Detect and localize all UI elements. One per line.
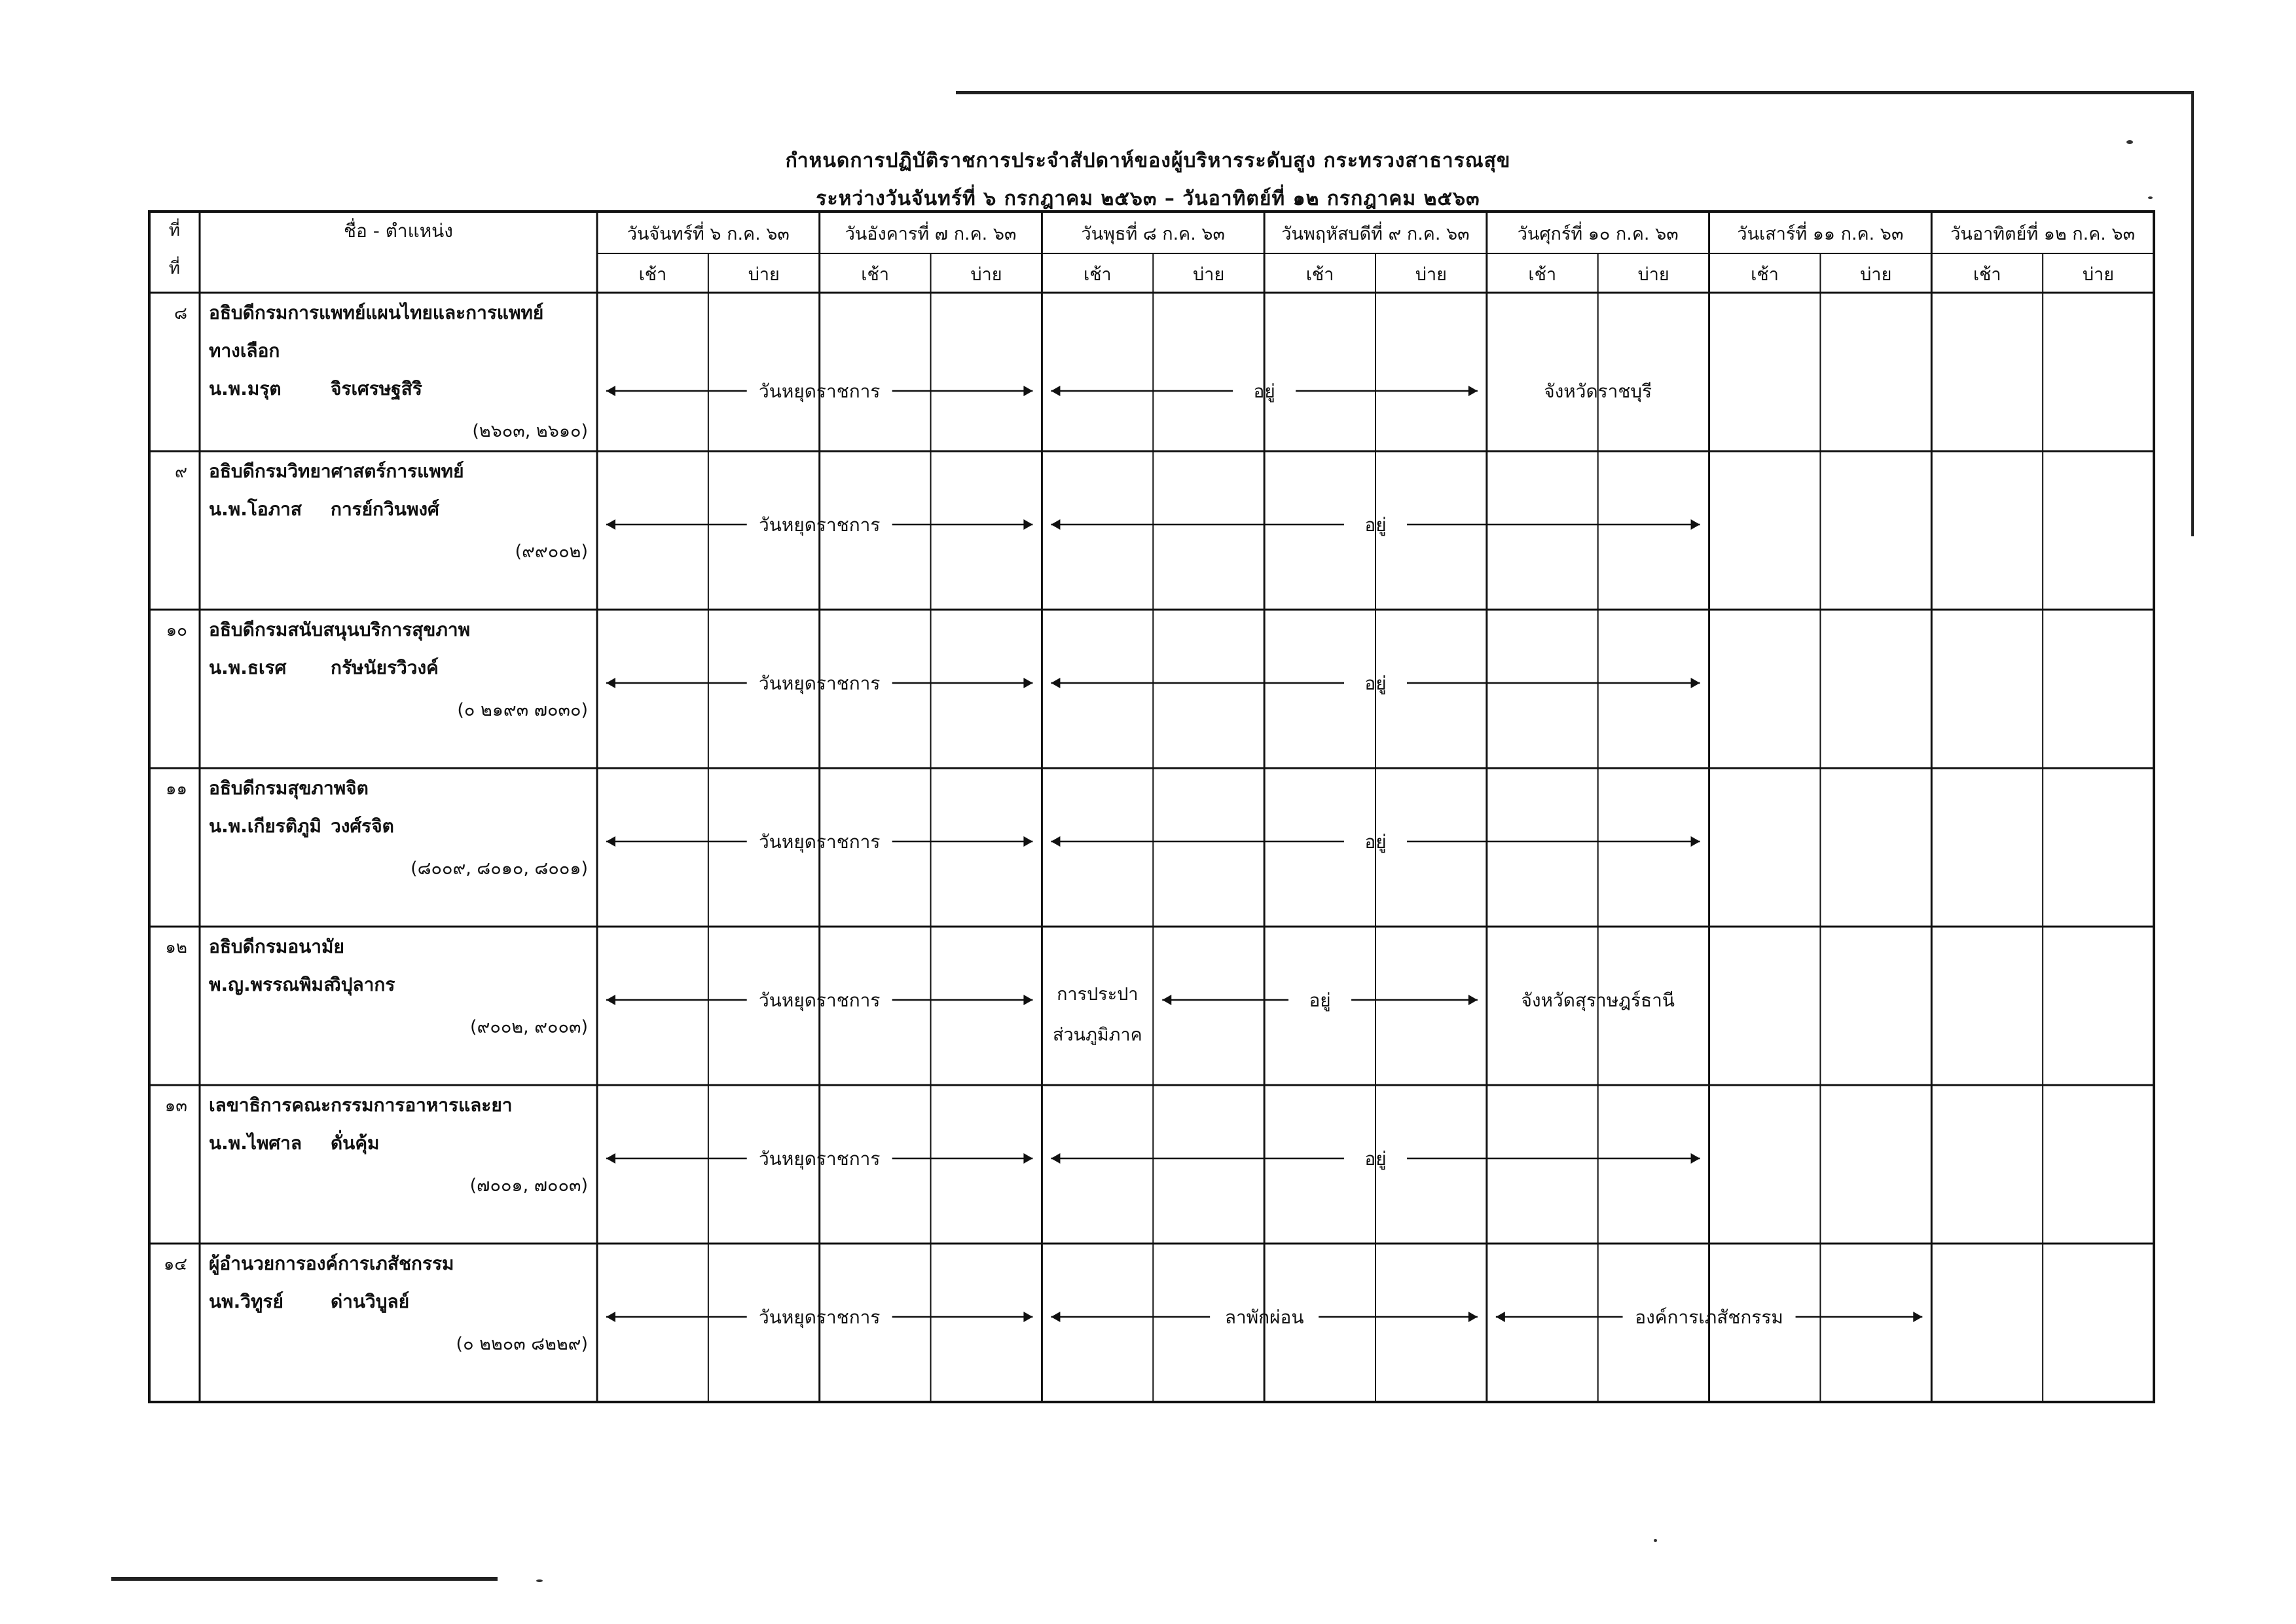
event-label: ลาพักผ่อน <box>1224 1306 1304 1328</box>
event-arrow-head <box>1051 519 1060 530</box>
person-name: นพ.วิทูรย์ <box>209 1291 283 1312</box>
person-surname: วงศ์รจิต <box>331 815 394 837</box>
event-label: ส่วนภูมิภาค <box>1052 1025 1142 1045</box>
morning-header: เช้า <box>1751 265 1779 285</box>
event-label: วันหยุดราชการ <box>759 673 881 694</box>
event-arrow-head <box>606 1153 615 1164</box>
position-title: อธิบดีกรมการแพทย์แผนไทยและการแพทย์ <box>209 302 544 323</box>
col-no-header: ที่ <box>168 221 181 240</box>
afternoon-header: บ่าย <box>970 265 1002 285</box>
event-label: การประปา <box>1057 984 1139 1005</box>
afternoon-header: บ่าย <box>1860 265 1892 285</box>
phone-extension: (๒๖๐๓, ๒๖๑๐) <box>472 421 588 441</box>
position-title: อธิบดีกรมอนามัย <box>209 936 344 957</box>
event-arrow-head <box>1023 386 1032 396</box>
person-surname: กรัษนัยรวิวงค์ <box>331 657 439 678</box>
event-arrow-head <box>1023 678 1032 688</box>
phone-extension: (๙๐๐๒, ๙๐๐๓) <box>470 1017 588 1037</box>
event-arrow-head <box>606 519 615 530</box>
person-surname: วิปุลากร <box>331 974 395 995</box>
row-number: ๑๑ <box>165 779 187 799</box>
person-name: พ.ญ.พรรณพิมล <box>209 974 335 995</box>
event-arrow-head <box>606 995 615 1005</box>
day-header: วันอาทิตย์ที่ ๑๒ ก.ค. ๖๓ <box>1950 224 2136 244</box>
phone-extension: (๐ ๒๑๙๓ ๗๐๓๐) <box>457 700 588 720</box>
event-arrow-head <box>1691 836 1700 847</box>
row-number: ๘ <box>173 304 187 323</box>
day-header: วันเสาร์ที่ ๑๑ ก.ค. ๖๓ <box>1737 224 1904 244</box>
event-arrow-head <box>1023 1153 1032 1164</box>
row-number: ๑๒ <box>165 938 187 957</box>
phone-extension: (๘๐๐๙, ๘๐๑๐, ๘๐๐๑) <box>410 858 588 879</box>
morning-header: เช้า <box>1973 265 2001 285</box>
position-title: เลขาธิการคณะกรรมการอาหารและยา <box>209 1094 513 1116</box>
event-label: จังหวัดราชบุรี <box>1544 380 1652 402</box>
person-surname: จิรเศรษฐสิริ <box>331 378 422 399</box>
event-label: อยู่ <box>1253 380 1275 402</box>
event-arrow-head <box>1691 1153 1700 1164</box>
event-arrow-head <box>1051 678 1060 688</box>
event-arrow-head <box>606 836 615 847</box>
afternoon-header: บ่าย <box>1193 265 1225 285</box>
day-header: วันอังคารที่ ๗ ก.ค. ๖๓ <box>845 224 1017 244</box>
col-no-header: ที่ <box>168 259 181 278</box>
event-arrow-head <box>1468 386 1478 396</box>
position-title: ทางเลือก <box>209 340 280 361</box>
person-surname: ด่านวิบูลย์ <box>331 1291 410 1312</box>
person-surname: การย์กวินพงศ์ <box>331 498 439 520</box>
person-name: น.พ.โอภาส <box>209 498 302 520</box>
position-title: ผู้อำนวยการองค์การเภสัชกรรม <box>209 1253 454 1274</box>
afternoon-header: บ่าย <box>1637 265 1669 285</box>
event-label: องค์การเภสัชกรรม <box>1635 1306 1783 1328</box>
event-label: อยู่ <box>1364 831 1387 853</box>
day-header: วันพุธที่ ๘ ก.ค. ๖๓ <box>1081 224 1226 244</box>
event-arrow-head <box>606 1312 615 1322</box>
col-name-header: ชื่อ - ตำแหน่ง <box>344 220 453 242</box>
position-title: อธิบดีกรมสุขภาพจิต <box>209 777 369 799</box>
row-number: ๑๓ <box>164 1096 187 1116</box>
event-label: อยู่ <box>1364 673 1387 694</box>
event-arrow-head <box>1162 995 1171 1005</box>
morning-header: เช้า <box>638 265 667 285</box>
event-label: อยู่ <box>1309 989 1331 1011</box>
person-surname: ดั่นคุ้ม <box>331 1132 380 1154</box>
event-arrow-head <box>1051 1312 1060 1322</box>
person-name: น.พ.ไพศาล <box>209 1132 302 1154</box>
person-name: น.พ.มรุต <box>209 378 282 399</box>
person-name: น.พ.เกียรติภูมิ <box>209 815 321 837</box>
event-arrow-head <box>1913 1312 1922 1322</box>
document-subtitle: ระหว่างวันจันทร์ที่ ๖ กรกฎาคม ๒๕๖๓ – วันอาทิตย์ที่ ๑๒ กรกฎาคม ๒๕๖๓ <box>816 187 1480 210</box>
event-arrow-head <box>1468 995 1478 1005</box>
event-arrow-head <box>1468 1312 1478 1322</box>
row-number: ๑๐ <box>166 621 187 640</box>
phone-extension: (๗๐๐๑, ๗๐๐๓) <box>469 1175 588 1196</box>
day-header: วันจันทร์ที่ ๖ ก.ค. ๖๓ <box>627 224 790 244</box>
morning-header: เช้า <box>861 265 890 285</box>
morning-header: เช้า <box>1083 265 1112 285</box>
event-label: จังหวัดสุราษฎร์ธานี <box>1521 989 1675 1011</box>
event-arrow-head <box>1691 519 1700 530</box>
afternoon-header: บ่าย <box>748 265 780 285</box>
event-arrow-head <box>1691 678 1700 688</box>
event-label: วันหยุดราชการ <box>759 831 881 853</box>
position-title: อธิบดีกรมสนับสนุนบริการสุขภาพ <box>209 619 471 640</box>
position-title: อธิบดีกรมวิทยาศาสตร์การแพทย์ <box>209 460 464 482</box>
event-arrow-head <box>1496 1312 1505 1322</box>
event-arrow-head <box>1023 519 1032 530</box>
morning-header: เช้า <box>1528 265 1557 285</box>
row-number: ๑๔ <box>163 1255 187 1274</box>
event-label: อยู่ <box>1364 514 1387 536</box>
row-number: ๙ <box>174 462 187 482</box>
event-label: วันหยุดราชการ <box>759 1148 881 1170</box>
event-label: วันหยุดราชการ <box>759 514 881 536</box>
event-arrow-head <box>1051 386 1060 396</box>
event-label: อยู่ <box>1364 1148 1387 1170</box>
phone-extension: (๙๙๐๐๒) <box>515 542 588 562</box>
event-label: วันหยุดราชการ <box>759 1306 881 1328</box>
phone-extension: (๐ ๒๒๐๓ ๘๒๒๙) <box>456 1334 588 1354</box>
event-arrow-head <box>1023 1312 1032 1322</box>
afternoon-header: บ่าย <box>2083 265 2115 285</box>
event-label: วันหยุดราชการ <box>759 989 881 1011</box>
day-header: วันศุกร์ที่ ๑๐ ก.ค. ๖๓ <box>1517 224 1679 244</box>
event-arrow-head <box>606 678 615 688</box>
event-arrow-head <box>1023 995 1032 1005</box>
event-arrow-head <box>1051 1153 1060 1164</box>
event-arrow-head <box>1051 836 1060 847</box>
document-title: กำหนดการปฏิบัติราชการประจำสัปดาห์ของผู้บริหารระดับสูง กระทรวงสาธารณสุข <box>785 149 1511 172</box>
day-header: วันพฤหัสบดีที่ ๙ ก.ค. ๖๓ <box>1281 224 1470 244</box>
person-name: น.พ.ธเรศ <box>209 657 287 678</box>
morning-header: เช้า <box>1305 265 1334 285</box>
event-label: วันหยุดราชการ <box>759 380 881 402</box>
table-frame <box>149 212 2154 1402</box>
event-arrow-head <box>1023 836 1032 847</box>
afternoon-header: บ่าย <box>1415 265 1447 285</box>
event-arrow-head <box>606 386 615 396</box>
